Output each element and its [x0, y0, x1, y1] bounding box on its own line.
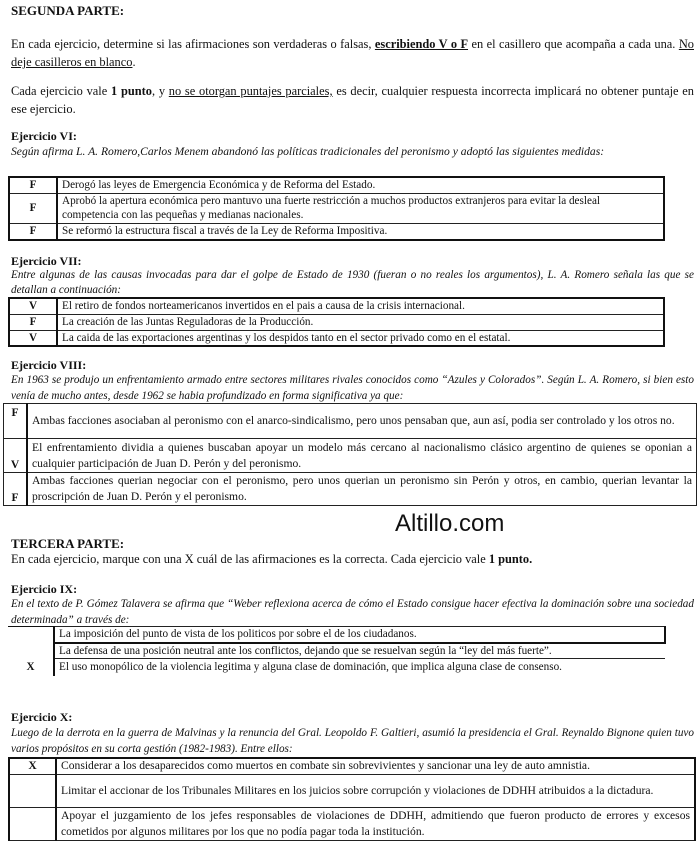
ej8-table	[3, 403, 697, 506]
segunda-parte-heading: SEGUNDA PARTE:	[11, 3, 125, 18]
text: es decir, cualquier respuesta incorrecta implicará no obtener puntaje en ese ejercicio.	[11, 84, 694, 116]
table-row	[9, 807, 695, 840]
statement: Apoyar el juzgamiento de los jefes responsables de violaciones de DDHH, admitiendo que fueron producto de errores y excesos cometidos por algunos militares por los que no podía pagar toda la institución.	[56, 807, 695, 840]
table-row	[8, 627, 665, 643]
segunda-instructions-2	[11, 82, 694, 118]
answer-cell[interactable]	[9, 774, 56, 807]
ej7-table	[8, 297, 665, 347]
answer-cell[interactable]: F	[4, 404, 28, 439]
table-row	[9, 193, 664, 223]
answer-cell[interactable]	[8, 643, 54, 659]
table-row	[9, 774, 695, 807]
ej7-intro: Entre algunas de las causas invocadas para dar el golpe de Estado de 1930 (fueran o no reales los argumentos), L. A. Romero señala las que se detallan a continuación:	[11, 269, 694, 296]
answer-cell[interactable]: F	[4, 473, 28, 506]
answer-cell[interactable]: F	[9, 177, 57, 193]
statement: La creación de las Juntas Reguladoras de la Producción.	[57, 314, 664, 330]
table-row	[9, 177, 664, 193]
ej6-intro: Según afirma L. A. Romero,Carlos Menem abandonó las políticas tradicionales del peronismo y adoptó las siguientes medidas:	[11, 145, 605, 158]
answer-cell[interactable]: F	[9, 223, 57, 240]
answer-cell[interactable]: V	[4, 439, 28, 473]
statement: Derogó las leyes de Emergencia Económica y de Reforma del Estado.	[57, 177, 664, 193]
text: , y	[151, 84, 169, 98]
statement: Ambas facciones asociaban al peronismo con el anarco-sindicalismo, pero unos pensaban que, aun así, podia ser controlado y los otros no.	[27, 404, 697, 439]
statement: Se reformó la estructura fiscal a través de la Ley de Reforma Impositiva.	[57, 223, 664, 240]
ej8-intro: En 1963 se produjo un enfrentamiento armado entre sectores militares rivales conocidos como “Azules y Colorados”. Según L. A. Romero, si bien esto venía de mucho antes, desde 1962 se habia profundizado en forma significativa ya que:	[11, 374, 694, 402]
table-row	[9, 758, 695, 774]
ej9-title: Ejercicio IX:	[11, 582, 78, 596]
statement: Ambas facciones querian negociar con el peronismo, pero unos querian un peronismo sin Perón y otros, en cambio, querian levantar la proscripción de Juan D. Perón y el peronismo.	[27, 473, 697, 506]
table-row	[4, 404, 697, 439]
ej6-table	[8, 176, 665, 241]
watermark: Altillo.com	[395, 510, 505, 537]
ej7-title: Ejercicio VII:	[11, 254, 82, 268]
statement: El retiro de fondos norteamericanos invertidos en el pais a causa de la crisis internacional.	[57, 298, 664, 314]
text: en el casillero que acompaña a cada una.	[468, 37, 679, 51]
table-row	[4, 439, 697, 473]
answer-cell[interactable]	[8, 627, 54, 643]
table-row	[4, 473, 697, 506]
statement: La caida de las exportaciones argentinas y los despidos tanto en el sector privado como en el estatal.	[57, 330, 664, 346]
ej6-title: Ejercicio VI:	[11, 129, 77, 143]
text: En cada ejercicio, determine si las afirmaciones son verdaderas o falsas,	[11, 37, 375, 51]
answer-cell[interactable]: F	[9, 193, 57, 223]
ej10-intro: Luego de la derrota en la guerra de Malvinas y la renuncia del Gral. Leopoldo F. Galtieri, asumió la presidencia el Gral. Reynaldo Bignone quien tuvo varios propósitos en su corta gestión (1982-1983). Entre ellos:	[11, 727, 694, 755]
table-row	[8, 659, 665, 676]
tercera-instructions	[11, 552, 532, 567]
answer-cell[interactable]: V	[9, 330, 57, 346]
answer-cell[interactable]	[9, 807, 56, 840]
emphasis: 1 punto.	[488, 552, 533, 566]
ej10-title: Ejercicio X:	[11, 710, 73, 724]
text: .	[132, 55, 136, 69]
answer-cell[interactable]: X	[9, 758, 56, 774]
answer-cell[interactable]: F	[9, 314, 57, 330]
ej9-intro: En el texto de P. Gómez Talavera se afirma que “Weber reflexiona acerca de cómo el Estado consigue hacer efectiva la dominación sobre una sociedad determinada” a través de:	[11, 598, 694, 626]
table-row	[9, 298, 664, 314]
table-row	[9, 330, 664, 346]
answer-cell[interactable]: V	[9, 298, 57, 314]
ej9-table	[8, 626, 666, 676]
statement: El uso monopólico de la violencia legitima y alguna clase de dominación, que implica alguna clase de consenso.	[59, 661, 562, 674]
tercera-parte-heading: TERCERA PARTE:	[11, 536, 125, 551]
emphasis: no se otorgan puntajes parciales,	[168, 84, 333, 98]
statement: Considerar a los desaparecidos como muertos en combate sin sobrevivientes y sancionar una ley de auto amnistia.	[56, 758, 695, 774]
segunda-instructions-1	[11, 35, 694, 71]
text: En cada ejercicio, marque con una X cuál de las afirmaciones es la correcta. Cada ejercicio vale	[11, 552, 489, 566]
emphasis: escribiendo V o F	[374, 37, 469, 51]
table-row	[8, 643, 665, 659]
table-row	[9, 314, 664, 330]
emphasis: 1 punto	[111, 84, 152, 98]
statement: El enfrentamiento dividia a quienes buscaban apoyar un modelo más cercano al nacionalismo clásico argentino de quienes se oponian a cualquier participación de Juan D. Perón y del peronismo.	[27, 439, 697, 473]
statement: La imposición del punto de vista de los politicos por sobre el de los ciudadanos.	[54, 627, 665, 643]
emphasis: No deje casilleros en blanco	[11, 37, 694, 69]
table-row	[9, 223, 664, 240]
text: Cada ejercicio vale	[11, 84, 112, 98]
statement: Aprobó la apertura económica pero mantuvo una fuerte restricción a muchos productos extranjeros para evitar la desleal competencia con las pequeñas y medianas nacionales.	[57, 193, 664, 223]
ej10-table	[8, 757, 696, 841]
answer-cell[interactable]: X	[8, 659, 54, 676]
ej8-title: Ejercicio VIII:	[11, 358, 87, 372]
statement: Limitar el accionar de los Tribunales Militares en los juicios sobre corrupción y violaciones de DDHH atribuidos a la dictadura.	[56, 774, 695, 807]
statement: La defensa de una posición neutral ante los conflictos, dejando que se resuelvan según la “ley del más fuerte”.	[54, 643, 665, 659]
